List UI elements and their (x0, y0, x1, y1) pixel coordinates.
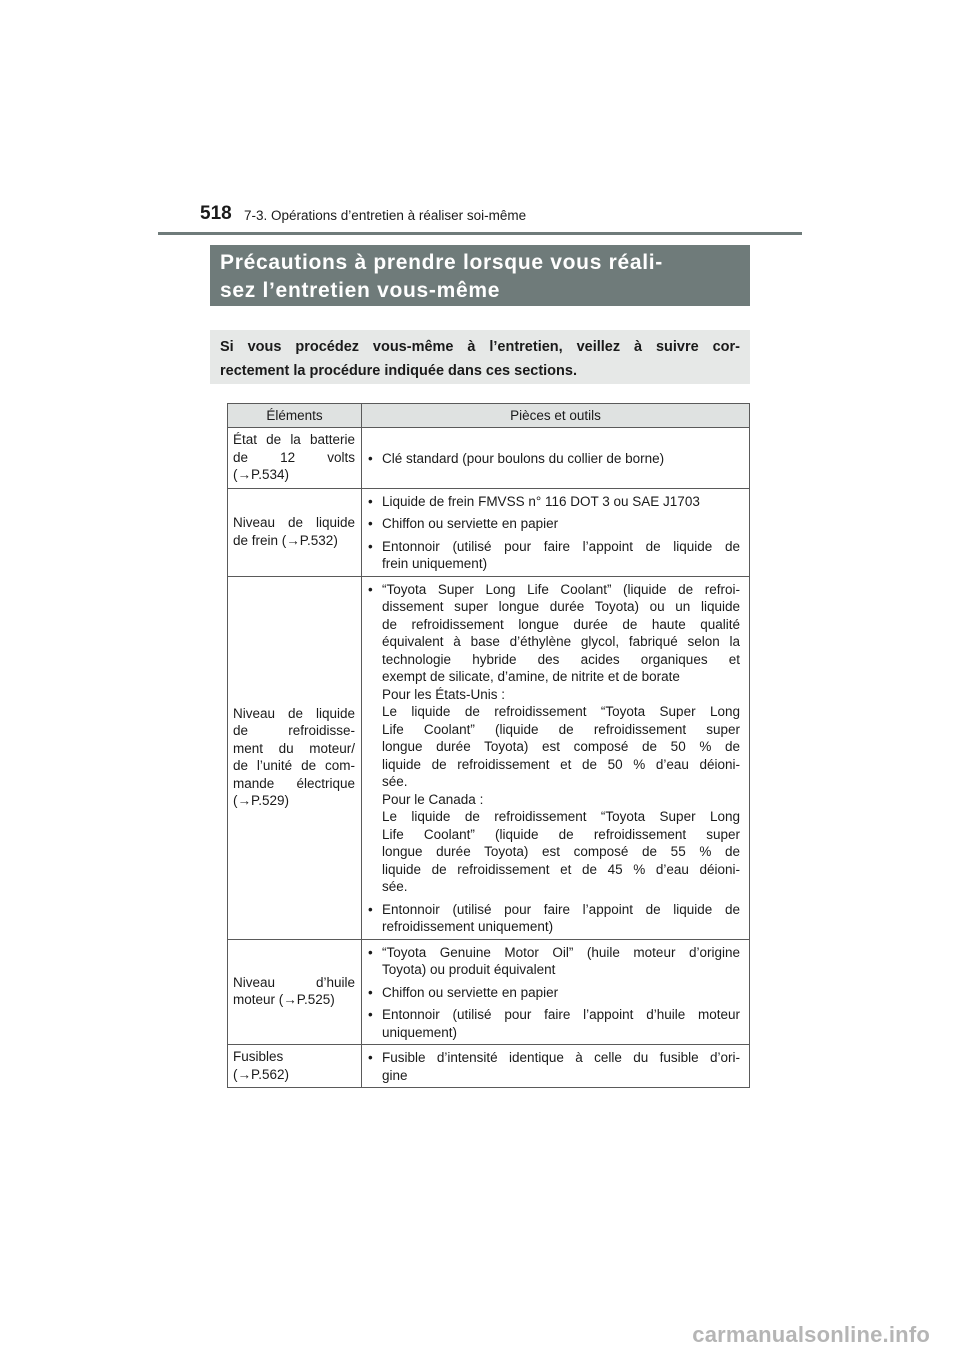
list-item (368, 493, 740, 511)
item-line: liquide de refroidissement et de 50 % d’eau déioni- (382, 756, 740, 772)
item-line: Chiffon ou serviette en papier (382, 984, 559, 1000)
header-parts-tools: Pièces et outils (362, 404, 750, 428)
list-item (368, 1049, 740, 1084)
element-line: de 12 volts (233, 449, 355, 465)
item-line: sée. (382, 774, 408, 789)
list-item (368, 1006, 740, 1041)
item-line: “Toyota Super Long Life Coolant” (liquide de refroi- (382, 581, 740, 597)
watermark: carmanualsonline.info (692, 1322, 930, 1347)
item-line: sée. (382, 879, 408, 894)
parts-cell (362, 939, 750, 1045)
item-line: Entonnoir (utilisé pour faire l’appoint de liquide de (382, 538, 740, 554)
element-line: Fusibles (233, 1049, 284, 1064)
item-line: de refroidissement longue durée de haute qualité (382, 616, 740, 632)
table-row (228, 1045, 750, 1088)
element-line: de frein (→P.532) (233, 532, 338, 548)
element-line: de refroidisse- (233, 723, 355, 738)
tools-list (368, 1049, 740, 1084)
element-cell (228, 488, 362, 576)
element-line: de l’unité de com- (233, 758, 355, 773)
bullet-icon: • (368, 516, 373, 531)
item-line: Chiffon ou serviette en papier (382, 516, 559, 531)
bullet-icon: • (368, 450, 373, 466)
element-line: Niveau d’huile (233, 974, 355, 990)
element-line: moteur (→P.525) (233, 992, 335, 1008)
list-item (368, 450, 740, 468)
item-line: Entonnoir (utilisé pour faire l’appoint d’huile moteur (382, 1007, 740, 1022)
element-cell (228, 576, 362, 939)
item-line: uniquement) (382, 1024, 458, 1040)
element-line: (→P.529) (233, 793, 290, 808)
list-item (368, 944, 740, 979)
item-line: Life Coolant” (liquide de refroidissement super (382, 826, 740, 842)
item-line: équivalent à base d’éthylène glycol, fabriqué selon la (382, 634, 740, 649)
tools-list (368, 450, 740, 468)
list-item (368, 515, 740, 533)
item-line: Entonnoir (utilisé pour faire l’appoint de liquide de (382, 901, 740, 917)
maintenance-table (227, 403, 750, 1088)
bullet-icon: • (368, 901, 373, 917)
element-cell (228, 1045, 362, 1088)
bullet-icon: • (368, 581, 373, 597)
item-line: “Toyota Genuine Motor Oil” (huile moteur d’origine (382, 944, 740, 960)
bullet-icon: • (368, 1007, 373, 1022)
bullet-icon: • (368, 538, 373, 554)
list-item (368, 901, 740, 936)
parts-cell (362, 1045, 750, 1088)
table-header-row (228, 404, 750, 428)
intro-line-1: Si vous procédez vous-même à l’entretien, veillez à suivre cor- (220, 339, 740, 355)
item-line: longue durée Toyota) est composé de 55 % de (382, 844, 740, 859)
bullet-icon: • (368, 1050, 373, 1065)
element-cell (228, 939, 362, 1045)
intro-note (210, 330, 750, 384)
intro-line-2: rectement la procédure indiquée dans ces sections. (220, 363, 577, 379)
element-cell (228, 428, 362, 489)
item-line: Toyota) ou produit équivalent (382, 962, 556, 977)
item-line: Le liquide de refroidissement “Toyota Super Long (382, 704, 740, 719)
element-line: Niveau de liquide (233, 705, 355, 721)
item-line: liquide de refroidissement et de 45 % d’eau déioni- (382, 861, 740, 877)
item-line: Pour les États-Unis : (382, 686, 506, 702)
chapter-title: 7-3. Opérations d’entretien à réaliser soi-même (244, 208, 527, 223)
parts-cell (362, 488, 750, 576)
bullet-icon: • (368, 944, 373, 960)
item-line: Pour le Canada : (382, 791, 484, 807)
bullet-icon: • (368, 493, 373, 509)
element-line: mande électrique (233, 775, 355, 791)
item-line: technologie hybride des acides organiques et (382, 651, 740, 667)
item-line: Fusible d’intensité identique à celle du fusible d’ori- (382, 1050, 740, 1065)
header-divider (158, 232, 802, 235)
list-item (368, 538, 740, 573)
item-line: Life Coolant” (liquide de refroidissement super (382, 721, 740, 737)
item-line: exempt de silicate, d’amine, de nitrite et de borate (382, 669, 680, 684)
element-line: (→P.534) (233, 467, 290, 482)
section-title (210, 245, 750, 306)
table-row (228, 488, 750, 576)
tools-list (368, 493, 740, 573)
item-line: Liquide de frein FMVSS n° 116 DOT 3 ou SAE J1703 (382, 493, 700, 509)
item-line: refroidissement uniquement) (382, 919, 554, 934)
element-line: État de la batterie (233, 432, 355, 447)
table-row (228, 576, 750, 939)
element-line: ment du moteur/ (233, 740, 355, 756)
table-row (228, 428, 750, 489)
item-line: dissement super longue durée Toyota) ou un liquide (382, 599, 740, 614)
bullet-icon: • (368, 984, 373, 1000)
item-line: Clé standard (pour boulons du collier de borne) (382, 450, 665, 466)
item-line: frein uniquement) (382, 556, 488, 571)
table-row (228, 939, 750, 1045)
list-item (368, 581, 740, 896)
item-line: Le liquide de refroidissement “Toyota Super Long (382, 809, 740, 824)
element-line: (→P.562) (233, 1066, 290, 1082)
header-elements: Éléments (228, 404, 362, 428)
section-title-line-1: Précautions à prendre lorsque vous réali- (220, 251, 663, 274)
table-body (228, 428, 750, 1088)
section-title-line-2: sez l’entretien vous-même (220, 279, 501, 302)
page-number: 518 (200, 203, 232, 224)
element-line: Niveau de liquide (233, 515, 355, 530)
parts-cell (362, 428, 750, 489)
item-line: longue durée Toyota) est composé de 50 % de (382, 739, 740, 754)
parts-cell (362, 576, 750, 939)
tools-list (368, 581, 740, 936)
item-line: gine (382, 1067, 408, 1083)
tools-list (368, 944, 740, 1042)
list-item (368, 984, 740, 1002)
